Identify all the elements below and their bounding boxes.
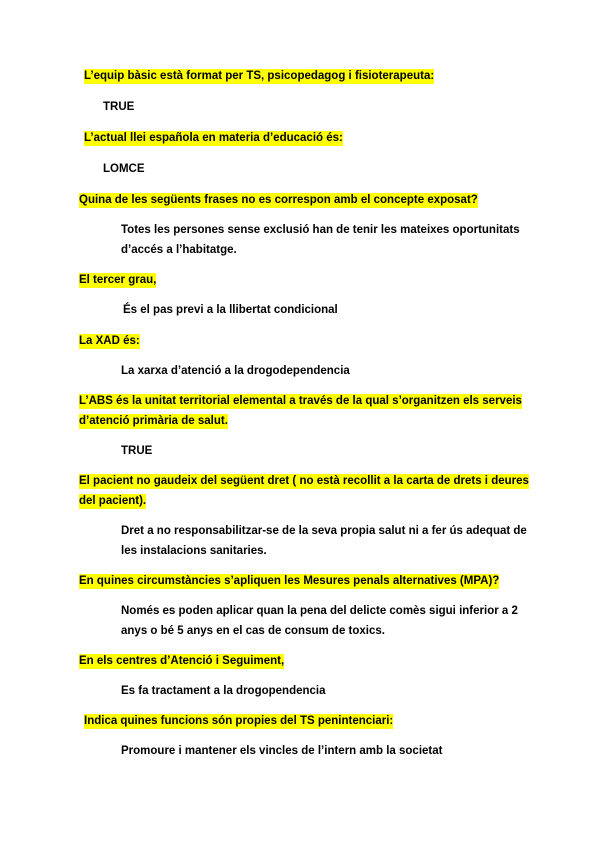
answer-10: Promoure i mantener els vincles de l’intern amb la societat bbox=[121, 745, 443, 757]
question-4-text: El tercer grau, bbox=[79, 274, 157, 286]
question-7-line-2 bbox=[79, 491, 146, 511]
answer-8-line-2: anys o bé 5 anys en el cas de consum de toxics. bbox=[121, 625, 385, 637]
question-6-text-2: d’atenció primària de salut. bbox=[79, 415, 228, 427]
answer-2: LOMCE bbox=[103, 163, 145, 175]
question-4 bbox=[79, 270, 156, 290]
answer-8-line-1: Només es poden aplicar quan la pena del delicte comès sigui inferior a 2 bbox=[121, 605, 518, 617]
answer-1: TRUE bbox=[103, 101, 135, 113]
answer-5: La xarxa d’atenció a la drogodependencia bbox=[121, 365, 350, 377]
question-9 bbox=[79, 651, 284, 671]
question-3 bbox=[79, 190, 478, 210]
answer-4: És el pas previ a la llibertat condicional bbox=[123, 304, 338, 316]
answer-7-line-1: Dret a no responsabilitzar-se de la seva propia salut ni a fer ús adequat de bbox=[121, 525, 527, 537]
question-7-text-1: El pacient no gaudeix del següent dret ( no està recollit a la carta de drets i deures bbox=[79, 475, 529, 487]
question-3-text: Quina de les següents frases no es correspon amb el concepte exposat? bbox=[79, 194, 478, 206]
question-2-text: L’actual llei española en materia d’educació és: bbox=[84, 132, 343, 144]
question-5-text: La XAD és: bbox=[79, 335, 140, 347]
question-1 bbox=[84, 66, 434, 86]
answer-7-line-2: les instalacions sanitaries. bbox=[121, 545, 267, 557]
question-2 bbox=[84, 128, 343, 148]
question-10 bbox=[84, 711, 393, 731]
answer-9: Es fa tractament a la drogopendencia bbox=[121, 685, 326, 697]
question-6-line-1 bbox=[79, 391, 522, 411]
answer-3-line-2: d’accés a l’habitatge. bbox=[121, 244, 237, 256]
question-8 bbox=[79, 571, 499, 591]
answer-3-line-1: Totes les persones sense exclusió han de tenir les mateixes oportunitats bbox=[121, 224, 520, 236]
question-1-text: L’equip bàsic està format per TS, psicopedagog i fisioterapeuta: bbox=[84, 70, 435, 82]
question-7-text-2: del pacient). bbox=[79, 495, 147, 507]
question-10-text: Indica quines funcions són propies del TS penintenciari: bbox=[84, 715, 394, 727]
question-6-line-2 bbox=[79, 411, 228, 431]
question-7-line-1 bbox=[79, 471, 529, 491]
answer-6: TRUE bbox=[121, 445, 153, 457]
question-8-text: En quines circumstàncies s’apliquen les Mesures penals alternatives (MPA)? bbox=[79, 575, 500, 587]
question-5 bbox=[79, 331, 140, 351]
question-6-text-1: L’ABS és la unitat territorial elemental a través de la qual s’organitzen els serveis bbox=[79, 395, 522, 407]
question-9-text: En els centres d’Atenció i Seguiment, bbox=[79, 655, 285, 667]
